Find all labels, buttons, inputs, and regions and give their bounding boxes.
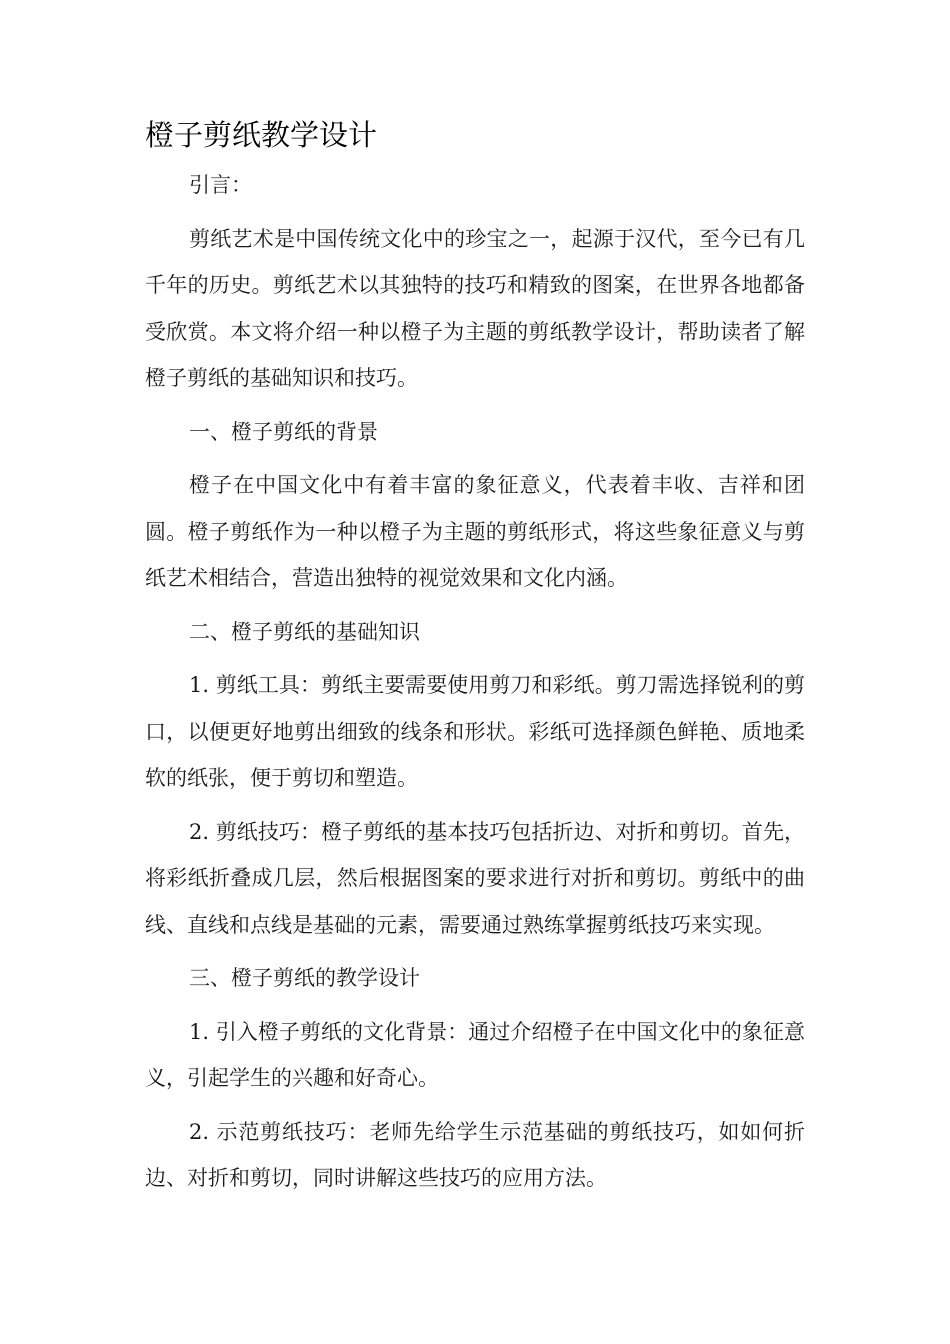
- document-title: 橙子剪纸教学设计: [145, 118, 378, 152]
- teaching-item-demonstration: 2. 示范剪纸技巧：老师先给学生示范基础的剪纸技巧，如如何折边、对折和剪切，同时讲解这些技巧的应用方法。: [145, 1119, 805, 1190]
- teaching-item-culture: 1. 引入橙子剪纸的文化背景：通过介绍橙子在中国文化中的象征意义，引起学生的兴趣和好奇心。: [145, 1019, 805, 1090]
- intro-heading: 引言：: [189, 173, 252, 197]
- intro-paragraph: 剪纸艺术是中国传统文化中的珍宝之一，起源于汉代，至今已有几千年的历史。剪纸艺术以其独特的技巧和精致的图案，在世界各地都备受欣赏。本文将介绍一种以橙子为主题的剪纸教学设计，帮助读者了解橙子剪纸的基础知识和技巧。: [145, 226, 805, 390]
- basics-item-techniques: 2. 剪纸技巧：橙子剪纸的基本技巧包括折边、对折和剪切。首先，将彩纸折叠成几层，然后根据图案的要求进行对折和剪切。剪纸中的曲线、直线和点线是基础的元素，需要通过熟练掌握剪纸技巧来实现。: [145, 819, 805, 937]
- section-heading-teaching-design: 三、橙子剪纸的教学设计: [189, 966, 420, 990]
- basics-item-tools: 1. 剪纸工具：剪纸主要需要使用剪刀和彩纸。剪刀需选择锐利的剪口，以便更好地剪出细致的线条和形状。彩纸可选择颜色鲜艳、质地柔软的纸张，便于剪切和塑造。: [145, 673, 805, 790]
- document-body: [145, 162, 805, 1209]
- section-heading-background: 一、橙子剪纸的背景: [189, 419, 378, 444]
- background-paragraph: 橙子在中国文化中有着丰富的象征意义，代表着丰收、吉祥和团圆。橙子剪纸作为一种以橙子为主题的剪纸形式，将这些象征意义与剪纸艺术相结合，营造出独特的视觉效果和文化内涵。: [145, 473, 805, 590]
- section-heading-basics: 二、橙子剪纸的基础知识: [189, 619, 420, 644]
